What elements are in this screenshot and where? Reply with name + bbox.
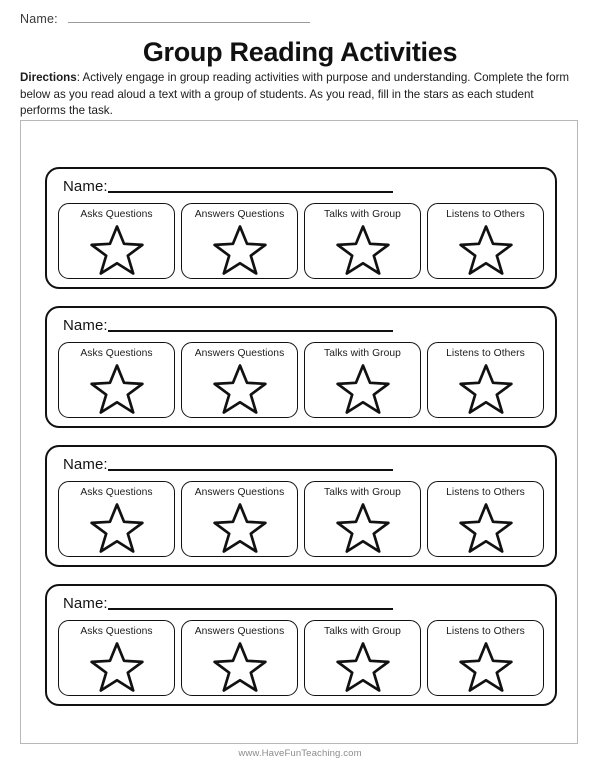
activity-card-label: Listens to Others: [446, 348, 525, 359]
student-block: [45, 445, 557, 567]
star-icon[interactable]: [336, 363, 390, 415]
activity-card[interactable]: [58, 342, 175, 418]
block-name-writing-line[interactable]: [108, 330, 393, 332]
block-name-field[interactable]: [63, 317, 393, 334]
student-block: [45, 584, 557, 706]
footer-website: www.HaveFunTeaching.com: [238, 748, 362, 759]
activity-card-label: Asks Questions: [80, 348, 153, 359]
star-icon[interactable]: [90, 502, 144, 554]
activity-card-row: [58, 481, 544, 557]
star-icon[interactable]: [213, 502, 267, 554]
worksheet-frame: [20, 120, 578, 744]
star-icon[interactable]: [459, 641, 513, 693]
star-icon[interactable]: [459, 363, 513, 415]
star-icon[interactable]: [336, 641, 390, 693]
star-icon[interactable]: [459, 502, 513, 554]
activity-card[interactable]: [304, 481, 421, 557]
activity-card[interactable]: [304, 342, 421, 418]
activity-card-label: Talks with Group: [324, 209, 401, 220]
activity-card-row: [58, 620, 544, 696]
activity-card-label: Asks Questions: [80, 209, 153, 220]
directions-text: : Actively engage in group reading activities with purpose and understanding. Complete the form below as you read aloud a text with a group of students. As you read, fill in the stars as each student performs the task.: [20, 71, 570, 118]
directions-paragraph: [20, 70, 576, 120]
block-name-field[interactable]: [63, 595, 393, 612]
activity-card[interactable]: [181, 620, 298, 696]
star-icon[interactable]: [213, 641, 267, 693]
star-icon[interactable]: [90, 363, 144, 415]
activity-card[interactable]: [181, 342, 298, 418]
activity-card[interactable]: [58, 203, 175, 279]
block-name-field[interactable]: [63, 178, 393, 195]
activity-card[interactable]: [427, 481, 544, 557]
student-name-field[interactable]: [20, 12, 310, 26]
activity-card-label: Listens to Others: [446, 626, 525, 637]
block-name-writing-line[interactable]: [108, 191, 393, 193]
block-name-label: Name:: [63, 178, 108, 195]
star-icon[interactable]: [213, 363, 267, 415]
activity-card-row: [58, 342, 544, 418]
activity-card-label: Asks Questions: [80, 487, 153, 498]
activity-card-label: Listens to Others: [446, 209, 525, 220]
student-name-label: Name:: [20, 12, 58, 26]
activity-card-label: Talks with Group: [324, 626, 401, 637]
activity-card-label: Answers Questions: [194, 487, 285, 498]
block-name-writing-line[interactable]: [108, 469, 393, 471]
activity-card-label: Answers Questions: [194, 626, 285, 637]
star-icon[interactable]: [213, 224, 267, 276]
star-icon[interactable]: [459, 224, 513, 276]
block-name-label: Name:: [63, 317, 108, 334]
activity-card[interactable]: [58, 481, 175, 557]
block-name-writing-line[interactable]: [108, 608, 393, 610]
block-name-label: Name:: [63, 456, 108, 473]
star-icon[interactable]: [336, 224, 390, 276]
star-icon[interactable]: [336, 502, 390, 554]
activity-card-label: Talks with Group: [324, 487, 401, 498]
activity-card[interactable]: [181, 203, 298, 279]
directions-label: Directions: [20, 71, 77, 84]
block-name-field[interactable]: [63, 456, 393, 473]
student-block: [45, 167, 557, 289]
activity-card-label: Asks Questions: [80, 626, 153, 637]
activity-card[interactable]: [181, 481, 298, 557]
activity-card-label: Answers Questions: [194, 348, 285, 359]
student-name-writing-line[interactable]: [68, 22, 310, 23]
student-block: [45, 306, 557, 428]
block-name-label: Name:: [63, 595, 108, 612]
activity-card[interactable]: [58, 620, 175, 696]
activity-card[interactable]: [304, 203, 421, 279]
activity-card-label: Answers Questions: [194, 209, 285, 220]
activity-card-row: [58, 203, 544, 279]
activity-card-label: Listens to Others: [446, 487, 525, 498]
activity-card[interactable]: [427, 342, 544, 418]
star-icon[interactable]: [90, 641, 144, 693]
page-title: Group Reading Activities: [142, 37, 458, 67]
activity-card[interactable]: [427, 620, 544, 696]
activity-card[interactable]: [427, 203, 544, 279]
activity-card-label: Talks with Group: [324, 348, 401, 359]
star-icon[interactable]: [90, 224, 144, 276]
activity-card[interactable]: [304, 620, 421, 696]
